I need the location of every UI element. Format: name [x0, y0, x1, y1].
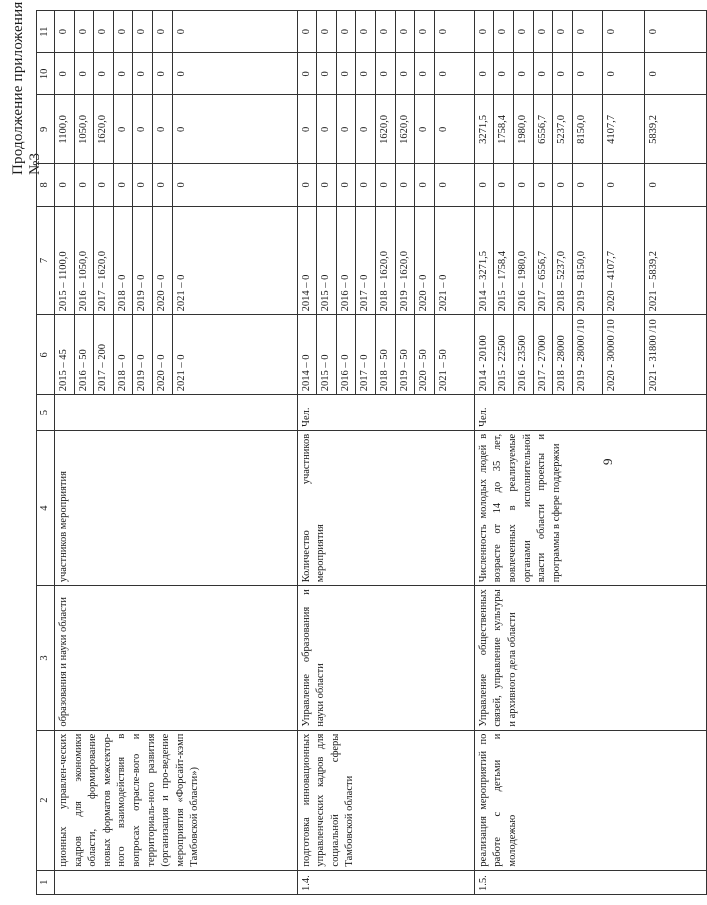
local-budget: 0: [297, 53, 317, 95]
total-funding: 2017 – 6556,7: [533, 206, 553, 315]
section-continued-indicator-name: участников мероприятия: [55, 430, 298, 585]
indicator-value: 2017 – 200: [94, 315, 114, 395]
indicator-value: 2018 – 50: [375, 315, 395, 395]
section-1-5-unit: Чел.: [474, 395, 706, 431]
indicator-value: 2021 – 50: [434, 315, 474, 395]
total-funding: 2020 – 0: [415, 206, 435, 315]
indicator-value: 2021 - 31800 /10: [644, 315, 706, 395]
indicator-value: 2020 - 30000 /10: [602, 315, 644, 395]
section-continued-row-number: [55, 870, 298, 894]
total-funding: 2018 – 0: [113, 206, 133, 315]
total-funding: 2018 – 1620,0: [375, 206, 395, 315]
total-funding: 2020 – 0: [152, 206, 172, 315]
extra-budget: 0: [297, 11, 317, 53]
local-budget: 0: [572, 53, 602, 95]
section-continued-executor: образования и науки области: [55, 586, 298, 730]
regional-budget: 5237,0: [553, 95, 573, 164]
indicator-value: 2017 – 0: [356, 315, 376, 395]
regional-budget: 0: [172, 95, 297, 164]
indicator-value: 2020 – 0: [152, 315, 172, 395]
column-number: 9: [37, 95, 55, 164]
regional-budget: 0: [133, 95, 153, 164]
total-funding: 2017 – 1620,0: [94, 206, 114, 315]
local-budget: 0: [356, 53, 376, 95]
federal-budget: 0: [356, 164, 376, 206]
total-funding: 2021 – 0: [434, 206, 474, 315]
extra-budget: 0: [395, 11, 415, 53]
extra-budget: 0: [113, 11, 133, 53]
federal-budget: 0: [602, 164, 644, 206]
extra-budget: 0: [55, 11, 75, 53]
regional-budget: 0: [152, 95, 172, 164]
extra-budget: 0: [533, 11, 553, 53]
extra-budget: 0: [172, 11, 297, 53]
regional-budget: 6556,7: [533, 95, 553, 164]
section-1-4-executor: Управление образования и науки области: [297, 586, 474, 730]
total-funding: 2014 – 0: [297, 206, 317, 315]
federal-budget: 0: [644, 164, 706, 206]
local-budget: 0: [513, 53, 533, 95]
indicator-value: 2015 – 0: [317, 315, 337, 395]
federal-budget: 0: [533, 164, 553, 206]
federal-budget: 0: [172, 164, 297, 206]
federal-budget: 0: [572, 164, 602, 206]
indicator-value: 2019 – 50: [395, 315, 415, 395]
local-budget: 0: [336, 53, 356, 95]
local-budget: 0: [113, 53, 133, 95]
regional-budget: 4107,7: [602, 95, 644, 164]
total-funding: 2014 – 3271,5: [474, 206, 494, 315]
section-1-5-executor: Управление общественных связей, управление культуры и архивного дела области: [474, 586, 706, 730]
column-number: 10: [37, 53, 55, 95]
table-row: [55, 11, 75, 895]
total-funding: 2019 – 8150,0: [572, 206, 602, 315]
page-number: 9: [600, 458, 615, 465]
federal-budget: 0: [375, 164, 395, 206]
regional-budget: 0: [356, 95, 376, 164]
extra-budget: 0: [602, 11, 644, 53]
extra-budget: 0: [74, 11, 94, 53]
indicator-value: 2018 – 0: [113, 315, 133, 395]
local-budget: 0: [317, 53, 337, 95]
local-budget: 0: [133, 53, 153, 95]
section-1-5-row-number: 1.5.: [474, 870, 706, 894]
extra-budget: 0: [94, 11, 114, 53]
indicator-value: 2014 - 20100: [474, 315, 494, 395]
regional-budget: 1100,0: [55, 95, 75, 164]
extra-budget: 0: [474, 11, 494, 53]
extra-budget: 0: [494, 11, 514, 53]
regional-budget: 1620,0: [94, 95, 114, 164]
section-1-4-event-name: подготовка инновационных управленческих кадров для социальной сферы Тамбовской области: [297, 730, 474, 870]
regional-budget: 1620,0: [395, 95, 415, 164]
local-budget: 0: [434, 53, 474, 95]
federal-budget: 0: [55, 164, 75, 206]
local-budget: 0: [94, 53, 114, 95]
regional-budget: 1980,0: [513, 95, 533, 164]
federal-budget: 0: [94, 164, 114, 206]
regional-budget: 1050,0: [74, 95, 94, 164]
indicator-value: 2019 - 28000 /10: [572, 315, 602, 395]
total-funding: 2017 – 0: [356, 206, 376, 315]
extra-budget: 0: [356, 11, 376, 53]
indicator-value: 2014 – 0: [297, 315, 317, 395]
column-number: 11: [37, 11, 55, 53]
indicator-value: 2016 - 23500: [513, 315, 533, 395]
total-funding: 2015 – 1758,4: [494, 206, 514, 315]
indicator-value: 2021 – 0: [172, 315, 297, 395]
local-budget: 0: [375, 53, 395, 95]
federal-budget: 0: [113, 164, 133, 206]
federal-budget: 0: [513, 164, 533, 206]
indicator-value: 2018 - 28000: [553, 315, 573, 395]
column-number: 2: [37, 730, 55, 870]
total-funding: 2016 – 1050,0: [74, 206, 94, 315]
federal-budget: 0: [133, 164, 153, 206]
federal-budget: 0: [474, 164, 494, 206]
federal-budget: 0: [434, 164, 474, 206]
indicator-value: 2015 – 45: [55, 315, 75, 395]
extra-budget: 0: [415, 11, 435, 53]
local-budget: 0: [474, 53, 494, 95]
federal-budget: 0: [336, 164, 356, 206]
regional-budget: 5839,2: [644, 95, 706, 164]
column-number: 7: [37, 206, 55, 315]
federal-budget: 0: [553, 164, 573, 206]
extra-budget: 0: [336, 11, 356, 53]
extra-budget: 0: [513, 11, 533, 53]
column-number: 5: [37, 395, 55, 431]
local-budget: 0: [395, 53, 415, 95]
indicator-value: 2017 - 27000: [533, 315, 553, 395]
federal-budget: 0: [395, 164, 415, 206]
regional-budget: 0: [317, 95, 337, 164]
extra-budget: 0: [133, 11, 153, 53]
section-1-4-unit: Чел.: [297, 395, 474, 431]
total-funding: 2020 – 4107,7: [602, 206, 644, 315]
section-continued-event-name: ционных управлен-ческих кадров для экономики области, формирование новых форматов межсектор-ного взаимодействия в вопросах отрасле-вого и территориаль-ного развития (организация и про-ведение мероприятия «Форсайт-кэмп Тамбовской области»): [55, 730, 298, 870]
section-1-5-event-name: реализация мероприятий по работе с детьми и молодежью: [474, 730, 706, 870]
table-row: [297, 11, 317, 895]
local-budget: 0: [55, 53, 75, 95]
regional-budget: 0: [297, 95, 317, 164]
total-funding: 2021 – 5839,2: [644, 206, 706, 315]
local-budget: 0: [152, 53, 172, 95]
section-continued-unit: [55, 395, 298, 431]
regional-budget: 0: [113, 95, 133, 164]
extra-budget: 0: [644, 11, 706, 53]
program-table: [36, 10, 707, 895]
extra-budget: 0: [375, 11, 395, 53]
column-number: 1: [37, 870, 55, 894]
regional-budget: 0: [336, 95, 356, 164]
section-1-4-indicator-name: Количество участников мероприятия: [297, 430, 474, 585]
extra-budget: 0: [553, 11, 573, 53]
federal-budget: 0: [152, 164, 172, 206]
total-funding: 2015 – 0: [317, 206, 337, 315]
total-funding: 2018 – 5237,0: [553, 206, 573, 315]
indicator-value: 2020 – 50: [415, 315, 435, 395]
total-funding: 2019 – 1620,0: [395, 206, 415, 315]
extra-budget: 0: [317, 11, 337, 53]
table-body: [37, 11, 707, 895]
extra-budget: 0: [434, 11, 474, 53]
indicator-value: 2015 - 22500: [494, 315, 514, 395]
federal-budget: 0: [415, 164, 435, 206]
federal-budget: 0: [494, 164, 514, 206]
regional-budget: 8150,0: [572, 95, 602, 164]
total-funding: 2016 – 0: [336, 206, 356, 315]
indicator-value: 2016 – 50: [74, 315, 94, 395]
column-number: 3: [37, 586, 55, 730]
regional-budget: 1758,4: [494, 95, 514, 164]
federal-budget: 0: [74, 164, 94, 206]
regional-budget: 0: [434, 95, 474, 164]
section-1-5-indicator-name: Численность молодых людей в возрасте от 14 до 35 лет, вовлеченных в реализуемые органами исполнительной власти области проекты и программы в сфере поддержки: [474, 430, 706, 585]
total-funding: 2015 – 1100,0: [55, 206, 75, 315]
federal-budget: 0: [297, 164, 317, 206]
regional-budget: 3271,5: [474, 95, 494, 164]
local-budget: 0: [415, 53, 435, 95]
local-budget: 0: [494, 53, 514, 95]
indicator-value: 2016 – 0: [336, 315, 356, 395]
section-1-4-row-number: 1.4.: [297, 870, 474, 894]
total-funding: 2019 – 0: [133, 206, 153, 315]
indicator-value: 2019 – 0: [133, 315, 153, 395]
column-numbers-row: [37, 11, 55, 895]
column-number: 8: [37, 164, 55, 206]
appendix-caption: Продолжение приложения №3: [10, 1, 43, 175]
local-budget: 0: [602, 53, 644, 95]
local-budget: 0: [74, 53, 94, 95]
column-number: 4: [37, 430, 55, 585]
total-funding: 2016 – 1980,0: [513, 206, 533, 315]
extra-budget: 0: [152, 11, 172, 53]
table-row: [474, 11, 494, 895]
total-funding: 2021 – 0: [172, 206, 297, 315]
federal-budget: 0: [317, 164, 337, 206]
column-number: 6: [37, 315, 55, 395]
local-budget: 0: [172, 53, 297, 95]
local-budget: 0: [533, 53, 553, 95]
local-budget: 0: [553, 53, 573, 95]
local-budget: 0: [644, 53, 706, 95]
extra-budget: 0: [572, 11, 602, 53]
regional-budget: 0: [415, 95, 435, 164]
regional-budget: 1620,0: [375, 95, 395, 164]
